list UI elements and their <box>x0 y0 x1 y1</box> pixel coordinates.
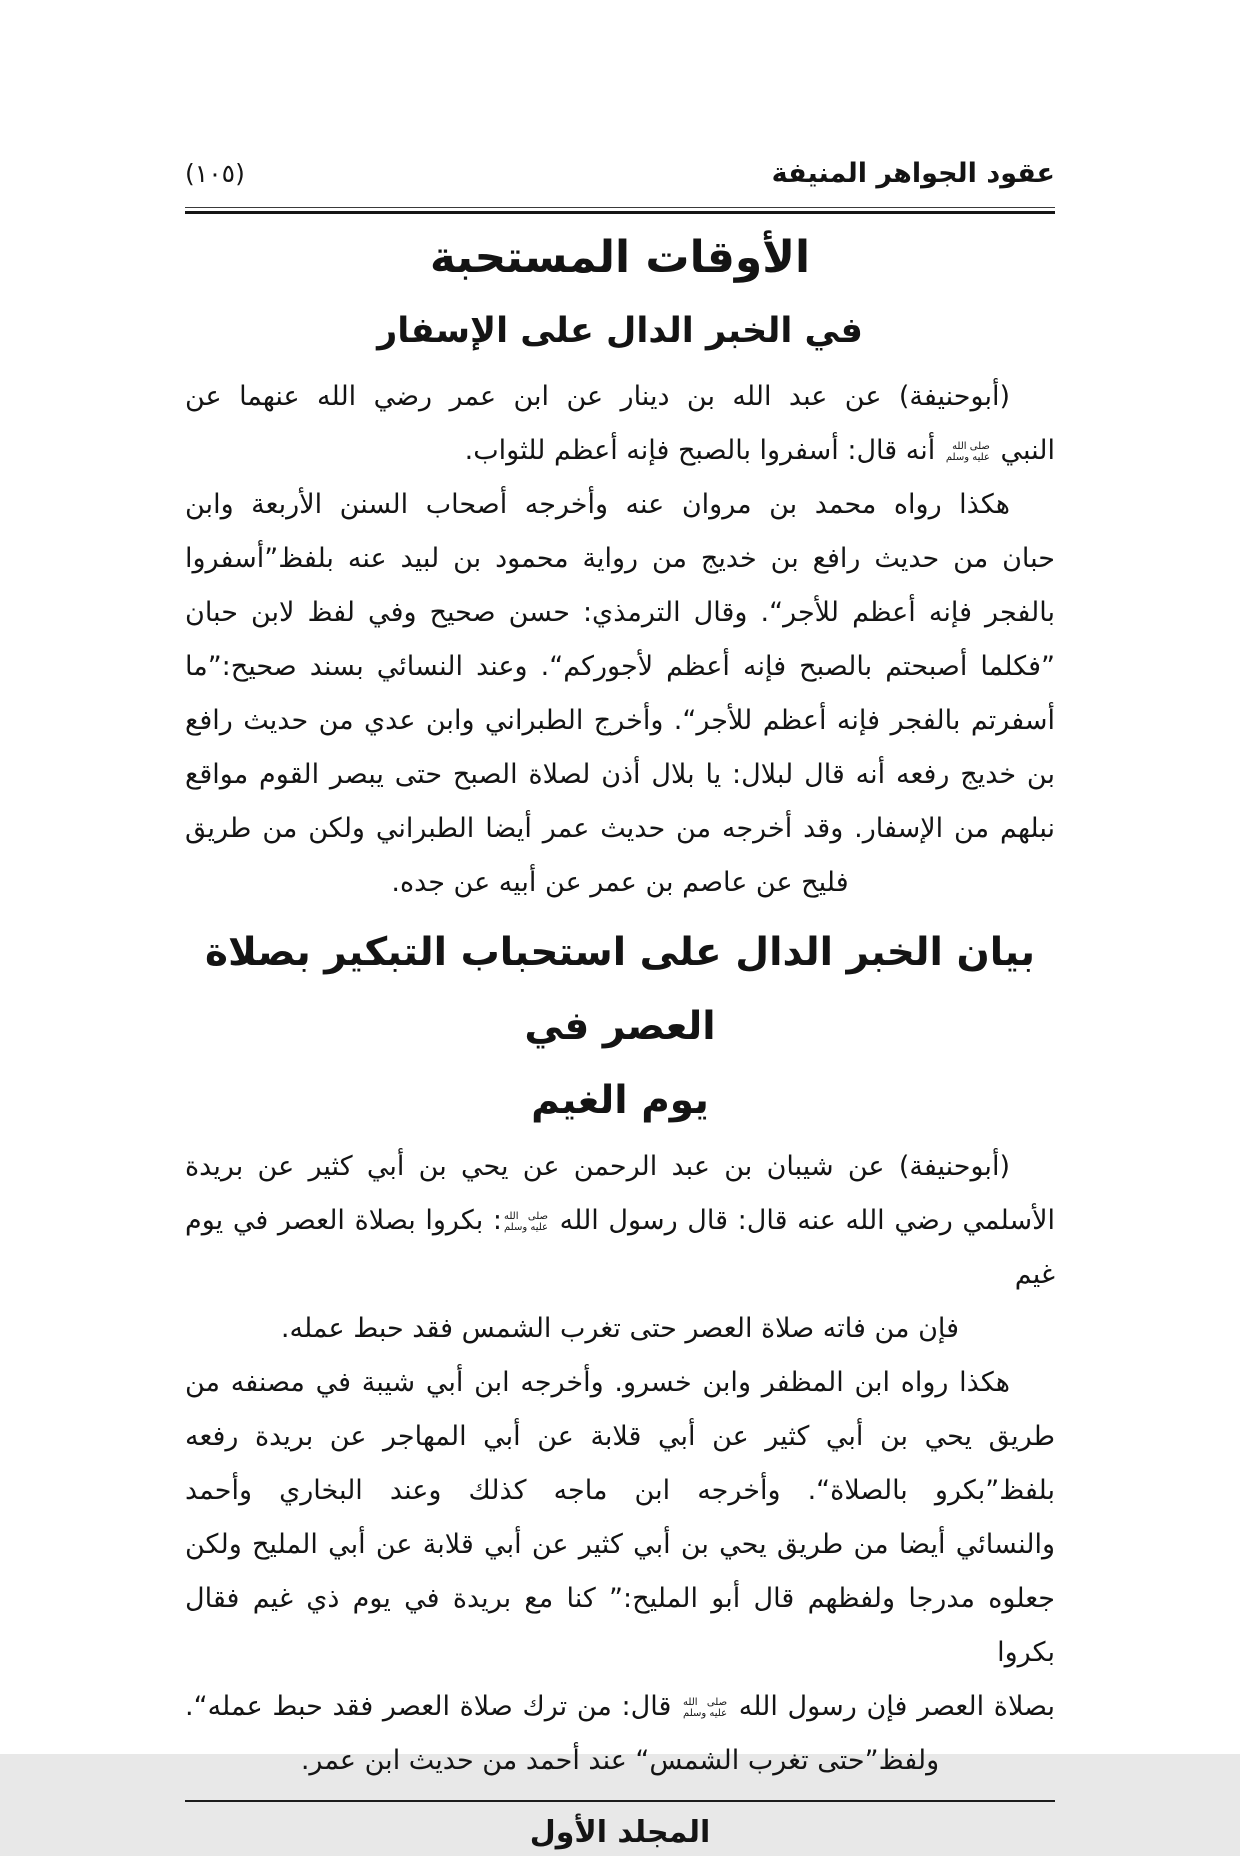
pbuh-ligature: صلى الله عليه وسلم <box>683 1696 728 1719</box>
paragraph-takhrij-ghaym <box>185 1356 1055 1788</box>
text-line: (أبوحنيفة) عن شيبان بن عبد الرحمن عن يحي بن أبي كثير عن بريدة <box>185 1151 1010 1182</box>
text-line: بالفجر فإنه أعظم للأجر“. وقال الترمذي: حسن صحيح وفي لفظ لابن حبان <box>185 597 1055 628</box>
text-line: نبلهم من الإسفار. وقد أخرجه من حديث عمر أيضا الطبراني ولكن من طريق <box>185 813 1055 844</box>
chapter-title: الأوقات المستحبة <box>429 232 811 283</box>
book-title: عقود الجواهر المنيفة <box>771 158 1055 189</box>
paragraph-isnad-ghaym <box>185 1140 1055 1356</box>
text-line: بصلاة العصر فإن رسول الله صلى الله عليه وسلم قال: من ترك صلاة العصر فقد حبط عمله“. <box>185 1691 1055 1722</box>
volume-label: المجلد الأول <box>529 1815 711 1850</box>
footer-rule <box>185 1800 1055 1802</box>
text-line: طريق يحي بن أبي كثير عن أبي قلابة عن أبي المهاجر عن بريدة رفعه <box>185 1421 1055 1452</box>
text-line: ولفظ”حتى تغرب الشمس“ عند أحمد من حديث ابن عمر. <box>300 1745 940 1776</box>
paragraph-takhrij-isfar <box>185 478 1055 910</box>
text-line: بن خديج رفعه أنه قال لبلال: يا بلال أذن لصلاة الصبح حتى يبصر القوم مواقع <box>185 759 1055 790</box>
pbuh-ligature: صلى الله عليه وسلم <box>504 1210 549 1233</box>
text-line: بيان الخبر الدال على استحباب التبكير بصلاة العصر في <box>205 930 1035 1049</box>
text-line: جعلوه مدرجا ولفظهم قال أبو المليح:” كنا مع بريدة في يوم ذي غيم فقال بكروا <box>185 1583 1055 1668</box>
text-line: هكذا رواه ابن المظفر وابن خسرو. وأخرجه ابن أبي شيبة في مصنفه من <box>185 1367 1010 1398</box>
running-head <box>185 158 1055 189</box>
text-line: الأسلمي رضي الله عنه قال: قال رسول الله صلى الله عليه وسلم : بكروا بصلاة العصر في يوم غيم <box>185 1205 1056 1290</box>
section-subtitle: في الخبر الدال على الإسفار <box>377 311 863 351</box>
text-line: يوم الغيم <box>531 1078 709 1123</box>
text-line: حبان من حديث رافع بن خديج من رواية محمود بن لبيد عنه بلفظ”أسفروا <box>185 543 1055 574</box>
pbuh-ligature: صلى الله عليه وسلم <box>945 440 990 463</box>
section-heading-ghaym <box>185 916 1055 1138</box>
text-line: والنسائي أيضا من طريق يحي بن أبي كثير عن أبي قلابة عن أبي المليح ولكن <box>185 1529 1055 1560</box>
text-line: ”فكلما أصبحتم بالصبح فإنه أعظم لأجوركم“. وعند النسائي بسند صحيح:”ما <box>185 651 1055 682</box>
text-line: (أبوحنيفة) عن عبد الله بن دينار عن ابن عمر رضي الله عنهما عن <box>185 381 1010 412</box>
text-line: النبي صلى الله عليه وسلم أنه قال: أسفروا بالصبح فإنه أعظم للثواب. <box>464 435 1055 466</box>
page-number: (١٠٥) <box>185 159 245 188</box>
text-line: هكذا رواه محمد بن مروان عنه وأخرجه أصحاب السنن الأربعة وابن <box>185 489 1010 520</box>
paragraph-isnad-isfar <box>185 370 1055 478</box>
text-line: فإن من فاته صلاة العصر حتى تغرب الشمس فقد حبط عمله. <box>280 1313 960 1344</box>
text-line: فليح عن عاصم بن عمر عن أبيه عن جده. <box>391 867 849 898</box>
text-line: بلفظ”بكرو بالصلاة“. وأخرجه ابن ماجه كذلك وعند البخاري وأحمد <box>185 1475 1055 1506</box>
header-rule <box>185 207 1055 214</box>
text-line: أسفرتم بالفجر فإنه أعظم للأجر“. وأخرج الطبراني وابن عدي من حديث رافع <box>185 705 1055 736</box>
